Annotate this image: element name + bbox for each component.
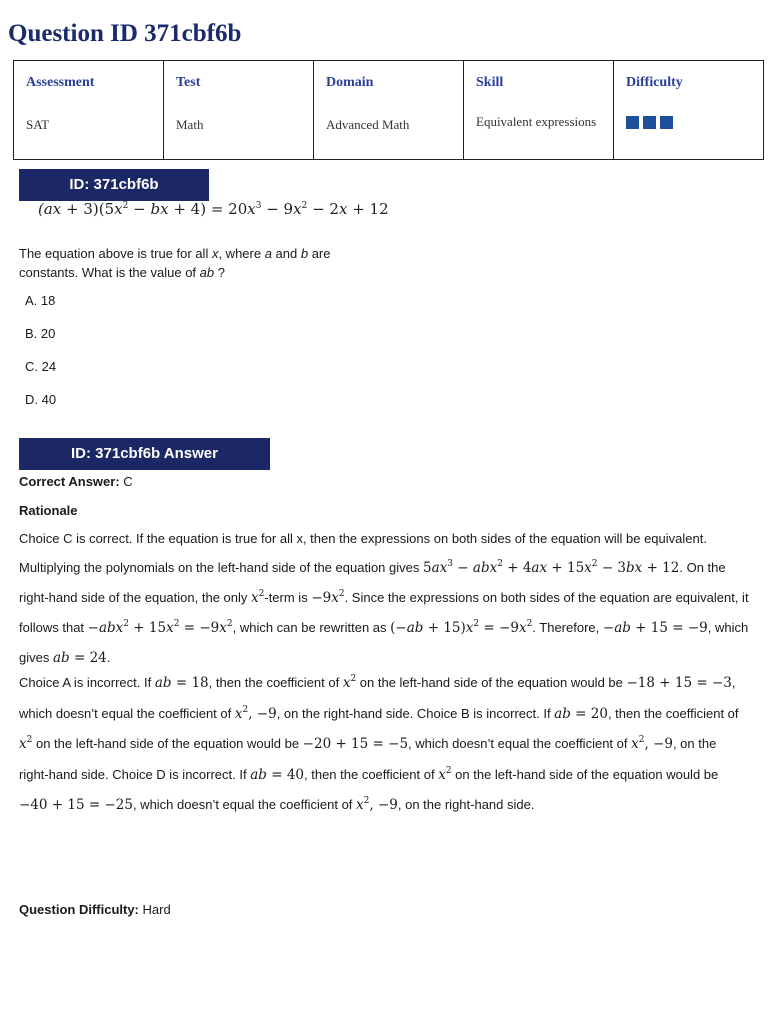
meta-cell-difficulty [614,61,764,160]
correct-answer: Correct Answer: C [19,474,133,489]
difficulty-square-icon [643,116,656,129]
question-prompt: The equation above is true for all x, where a and b are constants. What is the value of ab ? [19,246,331,280]
question-id-banner: ID: 371cbf6b [19,169,209,201]
meta-heading: Domain [326,75,374,90]
meta-value: Math [176,117,204,132]
meta-value: SAT [26,117,50,132]
rationale-heading: Rationale [19,503,78,518]
rationale-paragraph: Choice C is correct. If the equation is true for all x, then the expressions on both sides of the equation will be equivalent. Multiplying the polynomials on the left-hand side of the equation gives $5ax^3 - abx^2 + 4ax + 15x^2 - 3bx + 12$. On the right-hand side of the equation, the only $x^2$-term is $-9x^2$. Since the expressions on both sides of the equation are equivalent, it follows that $-abx^2 + 15x^2 = -9x^2$, which can be rewritten as $(-ab + 15)x^2 = -9x^2$. Therefore, −ab + 15 = −9, which gives ab = 24. [19,531,749,666]
meta-cell-test [164,61,314,160]
difficulty-square-icon [626,116,639,129]
answer-choice-c: C. 24 [25,359,57,374]
meta-cell-skill [464,61,614,160]
page-title: Question ID 371cbf6b [8,20,242,47]
difficulty-indicator [626,116,751,129]
question-equation: $(ax + 3)(5x^2$ − bx + $4) = 20x^3 - 9x^2 - 2x + 12$ [38,200,389,218]
meta-cell-domain [314,61,464,160]
answer-choice-b: B. 20 [25,326,56,341]
meta-heading: Assessment [26,75,95,90]
meta-value: Advanced Math [326,117,410,132]
incorrect-choices-paragraph: Choice A is incorrect. If ab = 18, then the coefficient of $x^2$ on the left-hand side of the equation would be −18 + 15 = −3, which doesn’t equal the coefficient of $x^2$, −9, on the right-hand side. Choice B is incorrect. If ab = 20, then the coefficient of $x^2$ on the left-hand side of the equation would be −20 + 15 = −5, which doesn’t equal the coefficient of $x^2$, −9, on the right-hand side. Choice D is incorrect. If ab = 40, then the coefficient of $x^2$ on the left-hand side of the equation would be −40 + 15 = −25, which doesn’t equal the coefficient of $x^2$, −9, on the right-hand side. [19,674,739,813]
difficulty-square-icon [660,116,673,129]
question-difficulty: Question Difficulty: Hard [19,902,171,917]
question-meta-table [13,60,764,160]
meta-cell-assessment [14,61,164,160]
meta-heading: Skill [476,75,504,90]
meta-heading: Test [176,75,201,90]
answer-id-banner: ID: 371cbf6b Answer [19,438,270,470]
meta-value: Equivalent expressions [476,114,597,129]
answer-choice-a: A. 18 [25,293,56,308]
meta-heading: Difficulty [626,75,683,90]
answer-choice-d: D. 40 [25,392,57,407]
